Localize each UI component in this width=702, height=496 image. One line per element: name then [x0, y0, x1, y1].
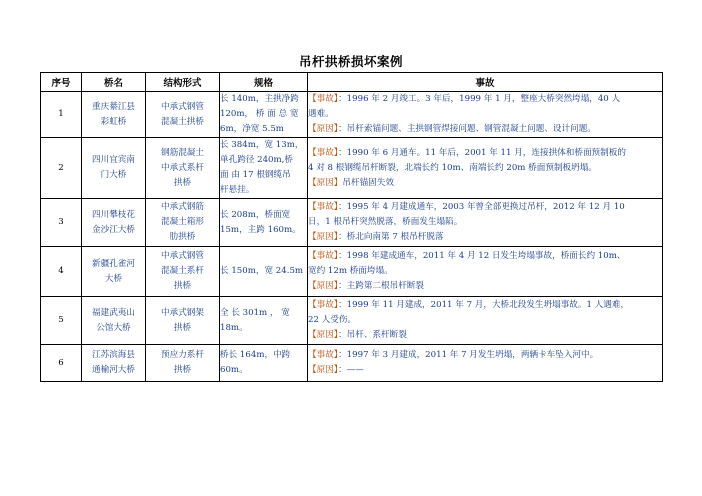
- cause-tag: 【原因】: [308, 330, 339, 340]
- accident-line: [308, 249, 662, 264]
- structure-type: [146, 199, 220, 247]
- header-no: 序号: [41, 73, 82, 92]
- structure-line: 中承式钢筋: [161, 202, 204, 212]
- structure-type: [146, 138, 220, 199]
- accident-tag: 【事故】: [308, 251, 339, 261]
- bridge-name: [82, 247, 146, 297]
- cause-text: ：——: [338, 365, 364, 375]
- cause-text: ：主跨第二根吊杆断裂: [338, 281, 425, 291]
- structure-line: 混凝土系杆: [161, 266, 204, 276]
- accident-description: [308, 345, 663, 382]
- accident-text: ：1998 年建成通车，2011 年 4 月 12 日发生垮塌事故，桥面长约 10m、: [338, 251, 626, 261]
- bridge-name: [82, 199, 146, 247]
- bridge-name-line: 公馆大桥: [96, 322, 131, 333]
- accident-line: [308, 298, 662, 313]
- accident-line: [308, 161, 662, 176]
- structure-line: 预应力系杆: [161, 350, 204, 360]
- cause-text: 吊杆锚固失效: [342, 177, 394, 188]
- cause-line: [308, 363, 662, 378]
- structure-line: 中承式钢管: [161, 251, 204, 261]
- page-title: 吊杆拱桥损坏案例: [298, 54, 403, 69]
- row-number: 5: [41, 297, 82, 345]
- row-number: 2: [41, 138, 82, 199]
- accident-description: [308, 199, 663, 247]
- header-accident: 事故: [308, 73, 663, 92]
- spec-line: 长 208m，桥面宽: [220, 209, 291, 220]
- spec-line: 120m， 桥 面 总 宽: [220, 109, 299, 119]
- row-number: 3: [41, 199, 82, 247]
- accident-description: [308, 297, 663, 345]
- bridge-name-line: 重庆綦江县: [92, 101, 135, 112]
- accident-tag: 【事故】: [308, 202, 339, 212]
- structure-line: 拱桥: [173, 365, 192, 375]
- spec-line: 6m，净宽 5.5m: [220, 124, 284, 134]
- table-row: [41, 199, 663, 247]
- structure-line: 混凝土拱桥: [161, 116, 204, 127]
- row-number: 4: [41, 247, 82, 297]
- spec-line: 杆悬挂。: [220, 185, 255, 195]
- cause-line: [308, 279, 662, 294]
- bridge-name-line: 金沙江大桥: [92, 224, 135, 235]
- spec-line: 长 384m，宽 13m，: [220, 140, 304, 150]
- cause-line: [308, 122, 662, 137]
- spec-line: 全 长 301m ， 宽: [220, 307, 290, 318]
- table-row: [41, 297, 663, 345]
- bridge-name-line: 通榆河大桥: [92, 365, 135, 375]
- row-number: 6: [41, 345, 82, 382]
- accident-line: [308, 215, 662, 230]
- bridge-damage-table: [40, 72, 663, 382]
- table-row: [41, 138, 663, 199]
- cause-tag: 【原因】: [308, 124, 339, 134]
- specification: [220, 138, 308, 199]
- bridge-name: [82, 92, 146, 138]
- accident-line: [308, 313, 662, 328]
- accident-tag: 【事故】: [308, 94, 339, 104]
- bridge-name-line: 门大桥: [100, 170, 127, 180]
- structure-line: 拱桥: [173, 281, 192, 291]
- bridge-name-line: 新疆孔雀河: [92, 258, 135, 269]
- accident-text: ：1990 年 6 月通车。11 年后，2001 年 11 月，连接拱体和桥面预制板的: [338, 147, 626, 158]
- table-row: [41, 345, 663, 382]
- bridge-name-line: 四川宜宾南: [92, 155, 135, 165]
- accident-tag: 【事故】: [308, 350, 339, 360]
- cause-tag: 【原因】: [308, 365, 339, 375]
- bridge-name-line: 江苏滨海县: [92, 350, 135, 360]
- spec-line: 长 140m，主拱净跨: [220, 94, 299, 104]
- spec-line: 18m。: [220, 322, 248, 333]
- cause-tag: 【原因】: [308, 177, 343, 188]
- cause-tag: 【原因】: [308, 232, 339, 242]
- structure-type: [146, 297, 220, 345]
- accident-text: 日，1 根吊杆突然脱落，桥面发生塌陷。: [308, 217, 463, 227]
- cause-line: [308, 230, 662, 245]
- row-number: 1: [41, 92, 82, 138]
- spec-line: 长 150m，宽 24.5m: [220, 266, 304, 276]
- bridge-name-line: 四川攀枝花: [92, 209, 135, 220]
- structure-type: [146, 345, 220, 382]
- accident-text: ：1996 年 2 月竣工。3 年后，1999 年 1 月，整座大桥突然垮塌，40 人: [338, 94, 621, 104]
- structure-line: 肋拱桥: [169, 232, 196, 242]
- accident-tag: 【事故】: [308, 147, 339, 158]
- structure-line: 中承式钢架: [161, 307, 204, 318]
- structure-line: 混凝土箱形: [161, 217, 204, 227]
- accident-line: [308, 107, 662, 122]
- accident-line: [308, 200, 662, 215]
- accident-text: 宽约 12m 桥面垮塌。: [308, 266, 393, 276]
- cause-text: ：吊杆索锚问题、主拱钢管焊接问题、钢管混凝土问题、设计问题。: [338, 124, 596, 134]
- specification: [220, 297, 308, 345]
- bridge-name-line: 福建武夷山: [92, 307, 135, 318]
- accident-text: ：1997 年 3 月建成，2011 年 7 月发生坍塌，两辆卡车坠入河中。: [338, 350, 599, 360]
- cause-text: ：桥北向南第 7 根吊杆脱落: [338, 232, 444, 242]
- accident-tag: 【事故】: [308, 300, 339, 310]
- cause-text: ：吊杆、系杆断裂: [338, 330, 407, 340]
- accident-description: [308, 92, 663, 138]
- structure-line: 拱桥: [173, 322, 192, 333]
- header-structure: 结构形式: [146, 73, 220, 92]
- bridge-name-line: 彩虹桥: [100, 116, 127, 127]
- specification: [220, 199, 308, 247]
- structure-line: 拱桥: [173, 177, 192, 188]
- accident-text: 4 对 8 根钢缆吊杆断裂，北端长约 10m、南端长约 20m 桥面预制板坍塌。: [308, 162, 597, 173]
- bridge-name: [82, 138, 146, 199]
- cause-line: [308, 328, 662, 343]
- structure-line: 中承式钢管: [161, 101, 204, 112]
- spec-line: 单孔跨径 240m,桥: [220, 155, 293, 165]
- table-row: [41, 247, 663, 297]
- accident-line: [308, 146, 662, 161]
- cause-line: [308, 176, 662, 191]
- bridge-name: [82, 345, 146, 382]
- accident-line: [308, 348, 662, 363]
- accident-text: 22 人受伤。: [308, 315, 357, 325]
- header-spec: 规格: [220, 73, 308, 92]
- accident-line: [308, 92, 662, 107]
- accident-line: [308, 264, 662, 279]
- accident-description: [308, 138, 663, 199]
- structure-line: 钢筋混凝土: [161, 147, 204, 158]
- structure-type: [146, 247, 220, 297]
- spec-line: 15m，主跨 160m。: [220, 224, 301, 235]
- cause-tag: 【原因】: [308, 281, 339, 291]
- spec-line: 60m。: [220, 365, 248, 375]
- specification: [220, 247, 308, 297]
- accident-description: [308, 247, 663, 297]
- accident-text: ：1995 年 4 月建成通车，2003 年曾全部更换过吊杆，2012 年 12 月 10: [338, 202, 625, 212]
- table-row: [41, 92, 663, 138]
- bridge-name-line: 大桥: [104, 273, 123, 284]
- accident-text: ：1999 年 11 月建成，2011 年 7 月，大桥北段发生坍塌事故。1 人遇难，: [338, 300, 630, 310]
- structure-line: 中承式系杆: [161, 162, 204, 173]
- specification: [220, 92, 308, 138]
- bridge-name: [82, 297, 146, 345]
- spec-line: 面 由 17 根钢缆吊: [220, 170, 291, 180]
- accident-text: 遇难。: [308, 109, 334, 119]
- header-bridge-name: 桥名: [82, 73, 146, 92]
- table-header-row: [41, 73, 663, 92]
- spec-line: 桥长 164m，中跨: [220, 350, 291, 360]
- specification: [220, 345, 308, 382]
- structure-type: [146, 92, 220, 138]
